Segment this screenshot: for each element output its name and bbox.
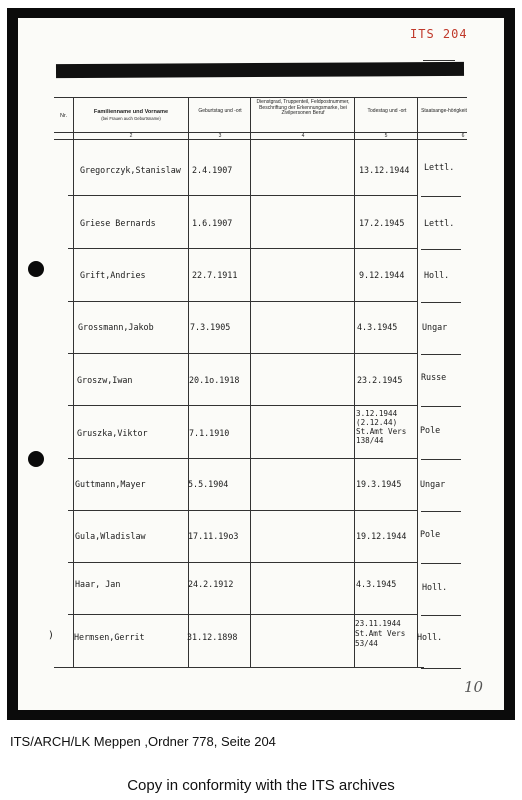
row-nationality: Pole bbox=[420, 425, 441, 435]
row-rule bbox=[68, 510, 418, 511]
nationality-rule bbox=[421, 668, 461, 669]
column-number: 6 bbox=[461, 133, 465, 139]
margin-mark: ) bbox=[48, 630, 55, 641]
row-birth: 24.2.1912 bbox=[188, 579, 234, 589]
nationality-rule bbox=[421, 302, 461, 303]
punch-hole-top bbox=[28, 261, 44, 277]
colnum-bottom-rule bbox=[54, 139, 467, 140]
row-rule bbox=[68, 614, 418, 615]
column-number: 5 bbox=[384, 133, 388, 139]
col-divider-1 bbox=[73, 97, 74, 667]
nationality-rule bbox=[421, 615, 461, 616]
table-top-rule bbox=[54, 97, 467, 98]
table-bottom-rule bbox=[54, 667, 424, 668]
row-death-line: 53/44 bbox=[355, 639, 378, 648]
nationality-rule bbox=[421, 249, 461, 250]
punch-hole-bottom bbox=[28, 451, 44, 467]
header-nationality: Staatsange-hörigkeit bbox=[421, 108, 467, 114]
nationality-rule bbox=[421, 563, 461, 564]
header-name-note: (bei Frauen auch Geburtsname) bbox=[101, 116, 161, 121]
row-name: Grift,Andries bbox=[80, 270, 146, 280]
row-nationality: Lettl. bbox=[424, 162, 455, 172]
row-birth: 7.3.1905 bbox=[190, 322, 231, 332]
row-death-line: 138/44 bbox=[356, 436, 384, 445]
nationality-rule bbox=[421, 406, 461, 407]
nationality-rule bbox=[421, 354, 461, 355]
column-number: 3 bbox=[218, 133, 222, 139]
row-birth: 22.7.1911 bbox=[192, 270, 238, 280]
row-birth: 31.12.1898 bbox=[187, 632, 238, 642]
row-name: Gregorczyk,Stanislaw bbox=[80, 165, 181, 175]
row-nationality: Ungar bbox=[420, 479, 446, 489]
row-rule bbox=[68, 248, 418, 249]
header-rank: Dienstgrad, Truppenteil, Feldpostnummer, Beschriftung der Erkennungsmarke, bei Zivilpersonen Beruf bbox=[256, 99, 350, 117]
row-death-line: St.Amt Vers bbox=[356, 427, 407, 436]
nationality-rule bbox=[421, 511, 461, 512]
row-nationality: Holl. bbox=[424, 270, 450, 280]
row-death: 9.12.1944 bbox=[359, 270, 405, 280]
row-death: 19.12.1944 bbox=[356, 531, 407, 541]
row-death: 17.2.1945 bbox=[359, 218, 405, 228]
row-birth: 17.11.19o3 bbox=[188, 531, 239, 541]
row-name: Guttmann,Mayer bbox=[75, 479, 146, 489]
conformity-footer: Copy in conformity with the ITS archives bbox=[127, 777, 395, 794]
row-nationality: Russe bbox=[421, 372, 447, 382]
row-name: Hermsen,Gerrit bbox=[74, 632, 145, 642]
row-death-line: St.Amt Vers bbox=[355, 629, 406, 638]
header-birth: Geburtstag und -ort bbox=[198, 108, 242, 114]
row-birth: 1.6.1907 bbox=[192, 218, 233, 228]
top-right-mark bbox=[423, 60, 455, 61]
row-birth: 2.4.1907 bbox=[192, 165, 233, 175]
row-nationality: Holl. bbox=[422, 582, 448, 592]
col-divider-5 bbox=[417, 97, 418, 667]
row-name: Griese Bernards bbox=[80, 218, 156, 228]
column-number: 4 bbox=[301, 133, 305, 139]
row-birth: 20.1o.1918 bbox=[189, 375, 240, 385]
archive-stamp: ITS 204 bbox=[410, 27, 468, 41]
archive-caption: ITS/ARCH/LK Meppen ,Ordner 778, Seite 204 bbox=[10, 734, 276, 749]
nationality-rule bbox=[421, 459, 461, 460]
row-rule bbox=[68, 562, 418, 563]
row-rule bbox=[68, 301, 418, 302]
row-nationality: Pole bbox=[420, 529, 441, 539]
row-death-line: (2.12.44) bbox=[356, 418, 398, 427]
row-nationality: Holl. bbox=[417, 632, 443, 642]
row-rule bbox=[68, 353, 418, 354]
header-name: Familienname und Vorname bbox=[93, 109, 169, 115]
row-name: Gruszka,Viktor bbox=[77, 428, 148, 438]
row-nationality: Ungar bbox=[422, 322, 448, 332]
row-death: 19.3.1945 bbox=[356, 479, 402, 489]
row-nationality: Lettl. bbox=[424, 218, 455, 228]
header-death: Todestag und -ort bbox=[367, 108, 407, 114]
row-rule bbox=[68, 195, 418, 196]
nationality-rule bbox=[421, 196, 461, 197]
row-death: 13.12.1944 bbox=[359, 165, 410, 175]
row-death: 4.3.1945 bbox=[357, 322, 398, 332]
row-death: 4.3.1945 bbox=[356, 579, 397, 589]
row-rule bbox=[68, 405, 418, 406]
row-name: Groszw,Iwan bbox=[77, 375, 133, 385]
header-nr: Nr. bbox=[59, 113, 68, 119]
row-name: Grossmann,Jakob bbox=[78, 322, 154, 332]
handwritten-page-number: 10 bbox=[464, 678, 484, 696]
row-death: 23.2.1945 bbox=[357, 375, 403, 385]
row-birth: 7.1.1910 bbox=[189, 428, 230, 438]
row-death-line: 3.12.1944 bbox=[356, 409, 398, 418]
row-death-line: 23.11.1944 bbox=[355, 619, 401, 628]
row-rule bbox=[68, 458, 418, 459]
row-birth: 5.5.1904 bbox=[188, 479, 229, 489]
column-number: 2 bbox=[129, 133, 133, 139]
col-divider-4 bbox=[354, 97, 355, 667]
redaction-bar bbox=[56, 62, 464, 78]
row-name: Gula,Wladislaw bbox=[75, 531, 146, 541]
col-divider-3 bbox=[250, 97, 251, 667]
row-name: Haar, Jan bbox=[75, 579, 121, 589]
document-sheet bbox=[18, 18, 504, 710]
